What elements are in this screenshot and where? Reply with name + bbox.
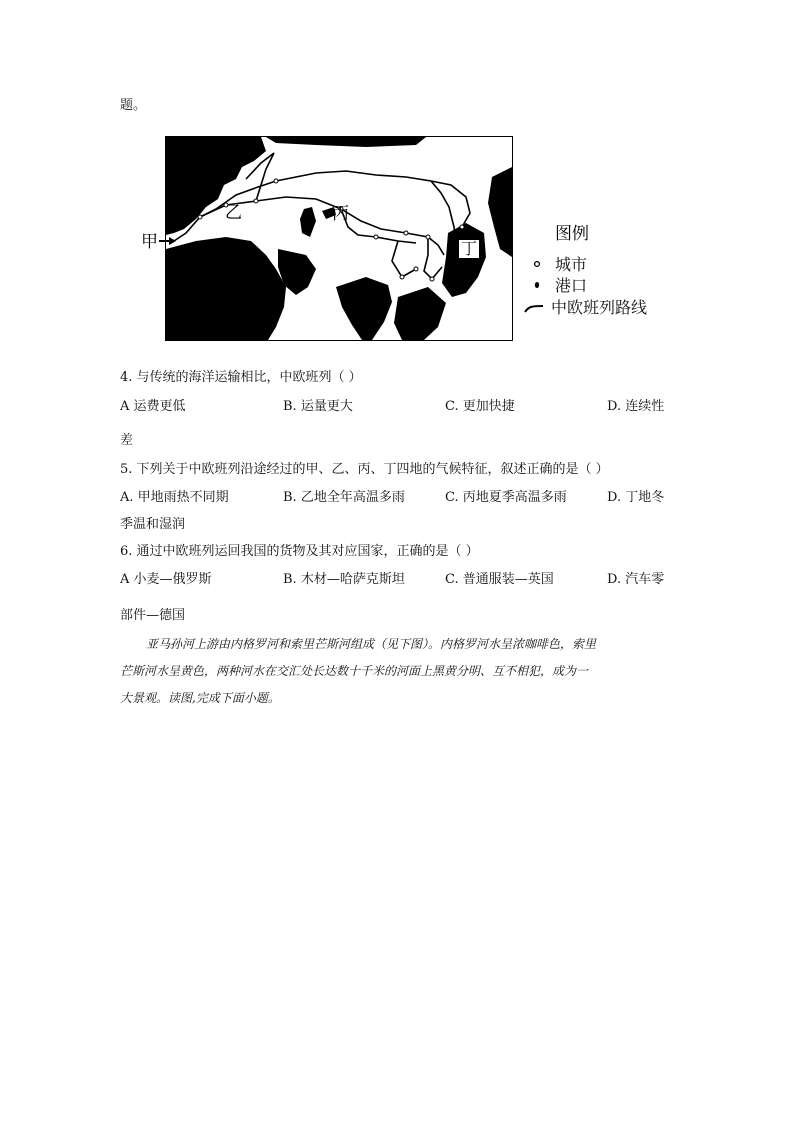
india-landmass xyxy=(336,277,392,340)
q4-stem: 4. 与传统的海洋运输相比，中欧班列（ ） xyxy=(120,370,362,385)
legend-city xyxy=(531,255,587,275)
europe-landmass xyxy=(166,137,266,235)
legend-title: 图例 xyxy=(555,224,589,244)
q6-option-a: A 小麦—俄罗斯 xyxy=(120,572,212,587)
route-line-icon xyxy=(523,298,545,318)
passage-line-2: 芒斯河水呈黄色，两种河水在交汇处长达数十千米的河面上黑黄分明、互不相犯，成为一 xyxy=(120,664,589,678)
q5-option-d-wrap: 季温和湿润 xyxy=(120,517,186,532)
q6-option-b: B. 木材—哈萨克斯坦 xyxy=(283,572,405,587)
intro-tail: 题。 xyxy=(120,98,147,113)
map-label-yi: 乙 xyxy=(225,203,242,223)
northeast-landmass xyxy=(488,167,512,257)
southeast-asia-landmass xyxy=(394,287,446,340)
arctic-coast xyxy=(266,137,426,147)
africa-landmass xyxy=(166,237,286,340)
q6-option-d-wrap: 部件—德国 xyxy=(120,608,186,623)
port-marker-icon xyxy=(531,276,545,296)
map-legend xyxy=(527,224,589,244)
caspian-sea xyxy=(300,207,316,237)
map-label-jia: 甲 xyxy=(141,232,158,252)
legend-city-label: 城市 xyxy=(555,255,588,274)
q6-option-d: D. 汽车零 xyxy=(607,572,665,587)
q4-option-d-wrap: 差 xyxy=(120,433,134,448)
map-label-ding: 丁 xyxy=(458,239,480,259)
q4-option-d: D. 连续性 xyxy=(607,399,665,414)
legend-port-label: 港口 xyxy=(555,276,588,295)
q6-option-c: C. 普通服装—英国 xyxy=(445,572,554,587)
map-label-bing: 丙 xyxy=(332,204,349,224)
q4-option-c: C. 更加快捷 xyxy=(445,399,515,414)
jia-arrow-icon xyxy=(159,236,177,246)
q4-option-a: A 运费更低 xyxy=(120,399,186,414)
q5-option-b: B. 乙地全年高温多雨 xyxy=(283,490,405,505)
q5-option-a: A. 甲地雨热不同期 xyxy=(120,490,229,505)
q5-option-c: C. 丙地夏季高温多雨 xyxy=(445,490,567,505)
q4-option-b: B. 运量更大 xyxy=(283,399,353,414)
q5-stem: 5. 下列关于中欧班列沿途经过的甲、乙、丙、丁四地的气候特征，叙述正确的是（ ） xyxy=(120,462,609,477)
passage-line-1: 亚马孙河上游由内格罗河和索里芒斯河组成（见下图）。内格罗河水呈浓咖啡色，索里 xyxy=(146,637,597,651)
city-marker-icon xyxy=(531,255,545,275)
legend-route xyxy=(523,298,647,318)
q6-stem: 6. 通过中欧班列运回我国的货物及其对应国家，正确的是（ ） xyxy=(120,544,479,559)
china-europe-railway-map xyxy=(165,136,513,341)
q5-option-d: D. 丁地冬 xyxy=(607,490,665,505)
legend-route-label: 中欧班列路线 xyxy=(551,298,648,317)
passage-line-3: 大景观。读图,完成下面小题。 xyxy=(120,691,280,705)
east-asia-coast xyxy=(442,223,486,297)
legend-port xyxy=(531,276,587,296)
